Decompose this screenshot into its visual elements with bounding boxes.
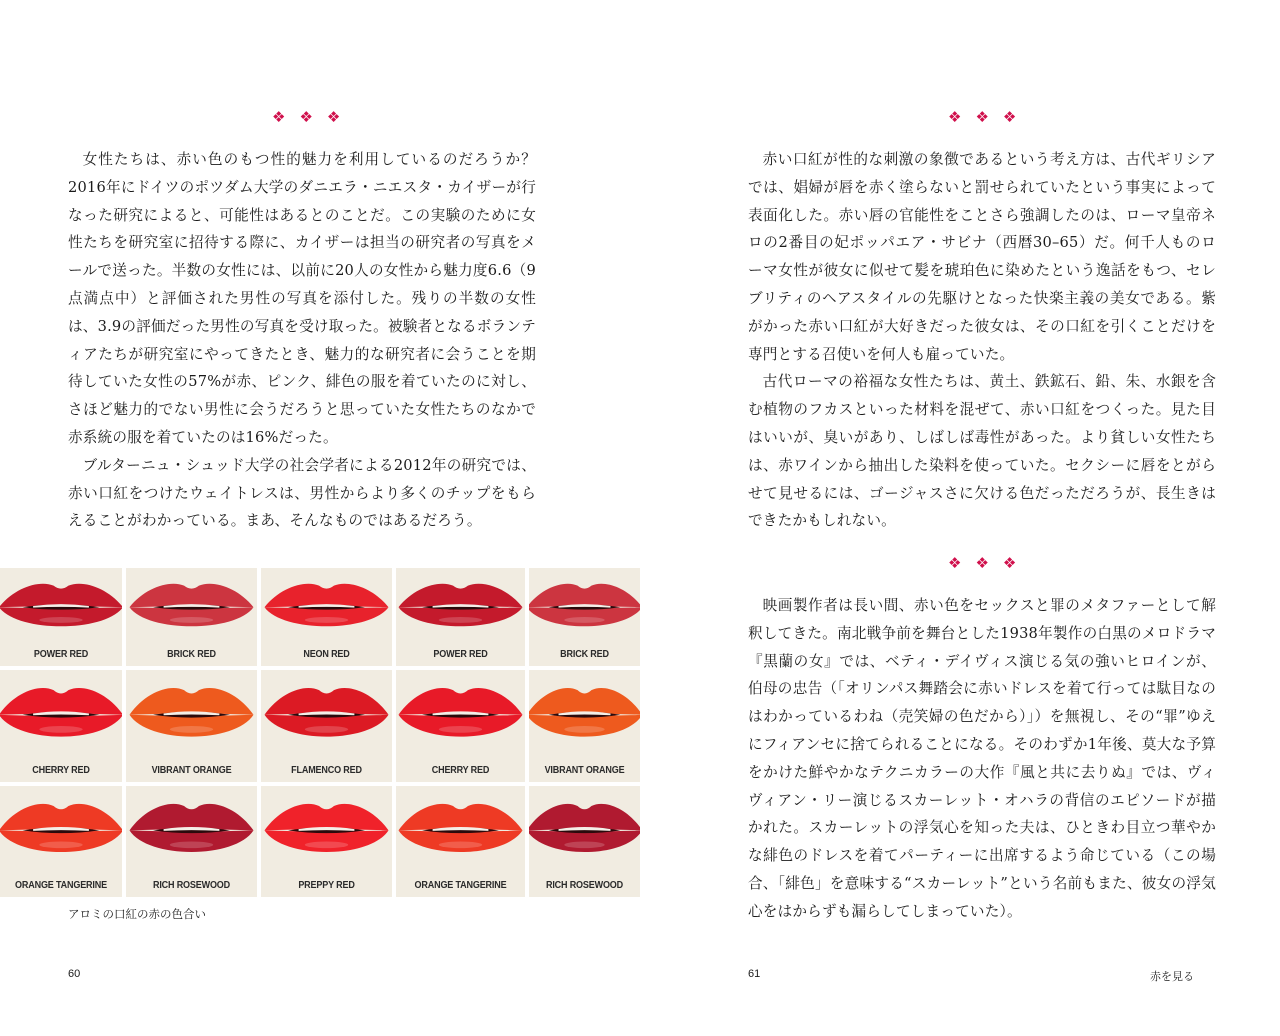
lipstick-swatch	[261, 786, 392, 897]
lower-lip	[130, 715, 254, 737]
lip-highlight	[170, 842, 213, 849]
lower-lip	[0, 830, 122, 852]
lip-highlight	[439, 617, 482, 623]
lipstick-swatch	[529, 670, 640, 782]
upper-lip	[399, 804, 523, 831]
lower-lip	[130, 607, 254, 626]
ornament-icon: ❖	[948, 554, 962, 572]
lipstick-swatch	[126, 670, 257, 782]
paragraph: ブルターニュ・シュッド大学の社会学者による2012年の研究では、赤い口紅をつけたウェイトレスは、男性からより多くのチップをもらえることがわかっている。まあ、そんなものではあるだろう。	[68, 456, 536, 530]
lipstick-swatch	[261, 670, 392, 782]
lipstick-swatch	[396, 670, 525, 782]
upper-lip	[399, 584, 523, 607]
lower-lip	[0, 607, 122, 626]
upper-lip	[0, 584, 122, 607]
upper-lip	[529, 688, 640, 715]
lower-lip	[0, 715, 122, 737]
upper-lip	[0, 804, 122, 831]
lipstick-swatch	[126, 568, 257, 666]
ornament-icon: ❖	[299, 108, 313, 126]
lipstick-shade-label: VIBRANT ORANGE	[544, 764, 625, 776]
body-text-right-bottom	[748, 592, 1216, 926]
lipstick-shade-label: FLAMENCO RED	[291, 764, 362, 776]
upper-lip	[130, 804, 254, 831]
lipstick-shade-label: CHERRY RED	[431, 764, 490, 776]
lipstick-swatch	[0, 568, 122, 666]
lipstick-swatch	[529, 786, 640, 897]
section-ornament	[948, 556, 1016, 571]
upper-lip	[130, 584, 254, 607]
upper-lip	[399, 688, 523, 715]
lower-lip	[529, 830, 640, 852]
lip-highlight	[305, 842, 348, 849]
lip-highlight	[305, 726, 348, 733]
lip-highlight	[39, 617, 82, 623]
lipstick-swatch	[0, 670, 122, 782]
lipstick-swatch	[396, 568, 525, 666]
ornament-icon: ❖	[326, 108, 341, 126]
running-head: 赤を見る	[1150, 971, 1194, 983]
lower-lip	[399, 830, 523, 852]
lower-lip	[265, 830, 389, 852]
lip-highlight	[170, 617, 213, 623]
ornament-icon: ❖	[975, 108, 989, 126]
page-number: 60	[68, 968, 81, 980]
upper-lip	[265, 804, 389, 831]
lipstick-shade-grid	[0, 568, 640, 897]
ornament-icon: ❖	[948, 108, 962, 126]
lower-lip	[399, 607, 523, 626]
ornament-icon: ❖	[1002, 554, 1017, 572]
lip-highlight	[170, 726, 213, 733]
paragraph: 古代ローマの裕福な女性たちは、黄土、鉄鉱石、鉛、朱、水銀を含む植物のフカスといった材料を混ぜて、赤い口紅をつくった。見た目はいいが、臭いがあり、しばしば毒性があった。より貧しい女性たちは、赤ワインから抽出した染料を使っていた。セクシーに唇をとがらせて見せるには、ゴージャスさに欠ける色だっただろうが、長生きはできたかもしれない。	[748, 373, 1216, 530]
lip-highlight	[39, 842, 82, 849]
lipstick-shade-label: ORANGE TANGERINE	[15, 879, 107, 891]
lipstick-swatch	[396, 786, 525, 897]
upper-lip	[130, 688, 254, 715]
lip-highlight	[439, 726, 482, 733]
ornament-icon: ❖	[1002, 108, 1017, 126]
upper-lip	[265, 584, 389, 607]
lipstick-shade-label: CHERRY RED	[32, 764, 90, 776]
lipstick-shade-label: VIBRANT ORANGE	[151, 764, 232, 776]
paragraph: 映画製作者は長い間、赤い色をセックスと罪のメタファーとして解釈してきた。南北戦争前を舞台とした1938年製作の白黒のメロドラマ『黒蘭の女』では、ベティ・デイヴィス演じる気の強いヒロインが、伯母の忠告（「オリンパス舞踏会に赤いドレスを着て行っては駄目なのはわかっているわね（売笑婦の色だから）」）を無視し、その“罪”ゆえにフィアンセに捨てられることになる。そのわずか1年後、莫大な予算をかけた鮮やかなテクニカラーの大作『風と共に去りぬ』では、ヴィヴィアン・リー演じるスカーレット・オハラの背信のエピソードが描かれた。スカーレットの浮気心を知った夫は、ひときわ目立つ華やかな緋色のドレスを着てパーティーに出席するよう命じている（この場合、「緋色」を意味する“スカーレット”という名前もまた、彼女の浮気心をはからずも漏らしてしまっていた）。	[748, 597, 1216, 920]
lip-highlight	[564, 617, 604, 623]
upper-lip	[265, 688, 389, 715]
ornament-icon: ❖	[272, 108, 286, 126]
body-text-right-top	[748, 146, 1216, 535]
page-number: 61	[748, 968, 761, 980]
lipstick-shade-label: POWER RED	[33, 648, 89, 660]
body-text-left	[68, 146, 536, 535]
paragraph: 女性たちは、赤い色のもつ性的魅力を利用しているのだろうか？2016年にドイツのポツダム大学のダニエラ・ニエスタ・カイザーが行なった研究によると、可能性はあるとのことだ。この実験のために女性たちを研究室に招待する際に、カイザーは担当の研究者の写真をメールで送った。半数の女性には、以前に20人の女性から魅力度6.6（9点満点中）と評価された男性の写真を添付した。残りの半数の女性は、3.9の評価だった男性の写真を受け取った。被験者となるボランティアたちが研究室にやってきたとき、魅力的な研究者に会うことを期待していた女性の57%が赤、ピンク、緋色の服を着ていたのに対し、さほど魅力的でない男性に会うだろうと思っていた女性たちのなかで赤系統の服を着ていたのは16%だった。	[68, 151, 536, 446]
lower-lip	[265, 607, 389, 626]
figure-caption: アロミの口紅の赤の色合い	[68, 909, 206, 921]
lipstick-shade-label: ORANGE TANGERINE	[414, 879, 507, 891]
upper-lip	[529, 584, 640, 607]
lipstick-swatch	[126, 786, 257, 897]
upper-lip	[0, 688, 122, 715]
lipstick-swatch	[529, 568, 640, 666]
lip-highlight	[39, 726, 82, 733]
paragraph: 赤い口紅が性的な刺激の象徴であるという考え方は、古代ギリシアでは、娼婦が唇を赤く塗らないと罰せられていたという事実によって表面化した。赤い唇の官能性をことさら強調したのは、ローマ皇帝ネロの2番目の妃ポッパエア・サビナ（西暦30–65）だ。何千人ものローマ女性が彼女に似せて髪を琥珀色に染めたという逸話をもつ、セレブリティのヘアスタイルの先駆けとなった快楽主義の美女である。紫がかった赤い口紅が大好きだった彼女は、その口紅を引くことだけを専門とする召使いを何人も雇っていた。	[748, 151, 1216, 363]
lip-highlight	[305, 617, 348, 623]
lower-lip	[529, 715, 640, 737]
lower-lip	[399, 715, 523, 737]
lower-lip	[529, 607, 640, 626]
lipstick-shade-label: RICH ROSEWOOD	[152, 879, 231, 891]
lip-highlight	[439, 842, 482, 849]
lipstick-shade-label: NEON RED	[303, 648, 350, 660]
lipstick-shade-label: BRICK RED	[167, 648, 216, 660]
lipstick-swatch	[261, 568, 392, 666]
lipstick-shade-label: RICH ROSEWOOD	[545, 879, 624, 891]
lipstick-shade-label: PREPPY RED	[298, 879, 355, 891]
right-page	[640, 0, 1280, 1036]
lipstick-shade-label: POWER RED	[433, 648, 488, 660]
lower-lip	[130, 830, 254, 852]
lip-highlight	[564, 842, 604, 849]
upper-lip	[529, 804, 640, 831]
ornament-icon: ❖	[975, 554, 989, 572]
lip-highlight	[564, 726, 604, 733]
section-ornament	[948, 110, 1016, 125]
lipstick-shade-label: BRICK RED	[560, 648, 609, 660]
lower-lip	[265, 715, 389, 737]
lipstick-swatch	[0, 786, 122, 897]
section-ornament	[272, 110, 340, 125]
